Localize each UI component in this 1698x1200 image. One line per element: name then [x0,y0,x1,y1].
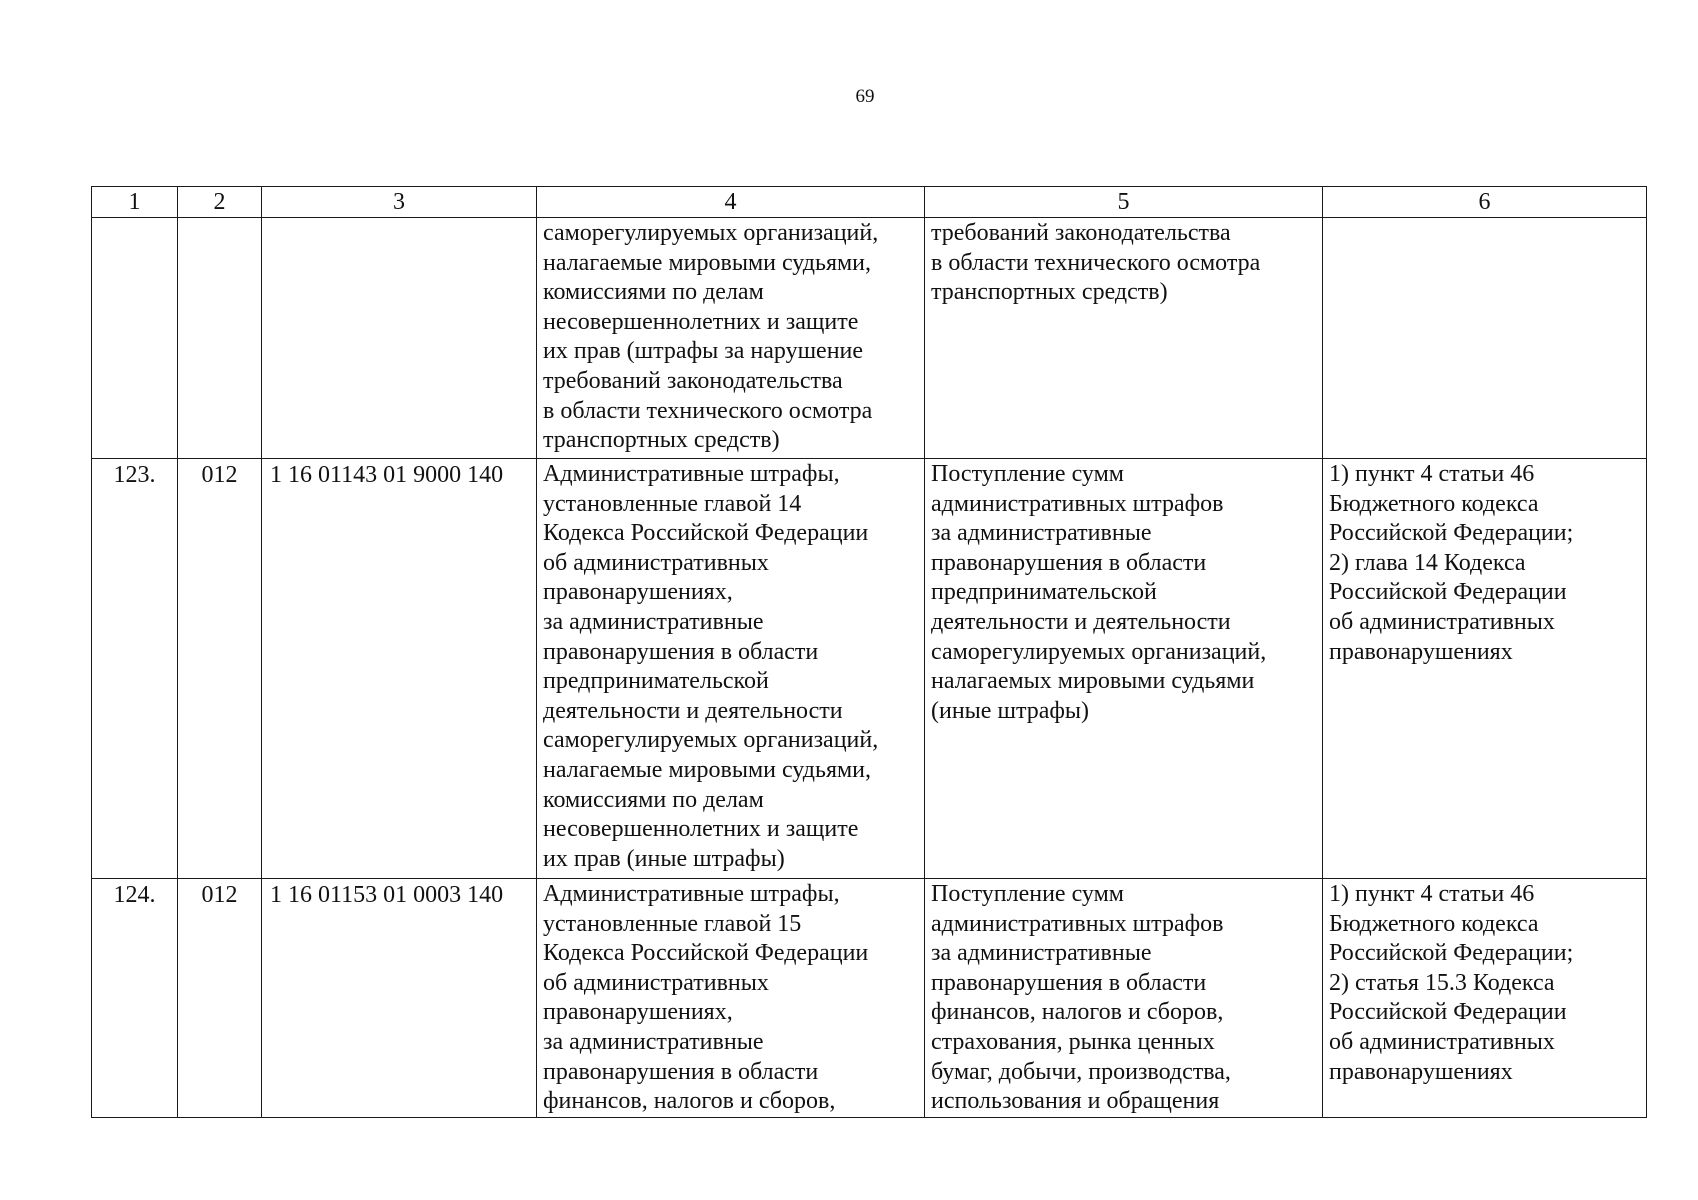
cell-basis: 1) пункт 4 статьи 46 Бюджетного кодекса Российской Федерации; 2) статья 15.3 Кодекса Российской Федерации об административных правонарушениях [1323,879,1647,1118]
cell-name: саморегулируемых организаций, налагаемые мировыми судьями, комиссиями по делам несовершеннолетних и защите их прав (штрафы за нарушение требований законодательства в области технического осмотра транспортных средств) [537,218,925,459]
column-header-3: 3 [262,187,537,218]
cell-num: 124. [92,879,178,1118]
header-row [92,187,1647,218]
cell-name: Административные штрафы, установленные главой 15 Кодекса Российской Федерации об административных правонарушениях, за административные правонарушения в области финансов, налогов и сборов, [537,879,925,1118]
cell-kbk: 1 16 01153 01 0003 140 [262,879,537,1118]
cell-description: требований законодательства в области технического осмотра транспортных средств) [925,218,1323,459]
table-row-continued [92,218,1647,459]
cell-description: Поступление сумм административных штрафов за административные правонарушения в области финансов, налогов и сборов, страхования, рынка ценных бумаг, добычи, производства, использования и обращения [925,879,1323,1118]
column-header-4: 4 [537,187,925,218]
cell-code: 012 [178,459,262,879]
cell-description: Поступление сумм административных штрафов за административные правонарушения в области предпринимательской деятельности и деятельности саморегулируемых организаций, налагаемых мировыми судьями (иные штрафы) [925,459,1323,879]
page-number: 69 [855,86,875,107]
cell-code [178,218,262,459]
cell-num: 123. [92,459,178,879]
cell-basis: 1) пункт 4 статьи 46 Бюджетного кодекса Российской Федерации; 2) глава 14 Кодекса Российской Федерации об административных правонарушениях [1323,459,1647,879]
cell-basis [1323,218,1647,459]
cell-kbk [262,218,537,459]
column-header-5: 5 [925,187,1323,218]
cell-name: Административные штрафы, установленные главой 14 Кодекса Российской Федерации об административных правонарушениях, за административные правонарушения в области предпринимательской деятельности и деятельности саморегулируемых организаций, налагаемые мировыми судьями, комиссиями по делам несовершеннолетних и защите их прав (иные штрафы) [537,459,925,879]
cell-kbk: 1 16 01143 01 9000 140 [262,459,537,879]
document-table [91,186,1647,1118]
table-row [92,879,1647,1118]
cell-code: 012 [178,879,262,1118]
column-header-6: 6 [1323,187,1647,218]
column-header-1: 1 [92,187,178,218]
column-header-2: 2 [178,187,262,218]
cell-num [92,218,178,459]
table-row [92,459,1647,879]
